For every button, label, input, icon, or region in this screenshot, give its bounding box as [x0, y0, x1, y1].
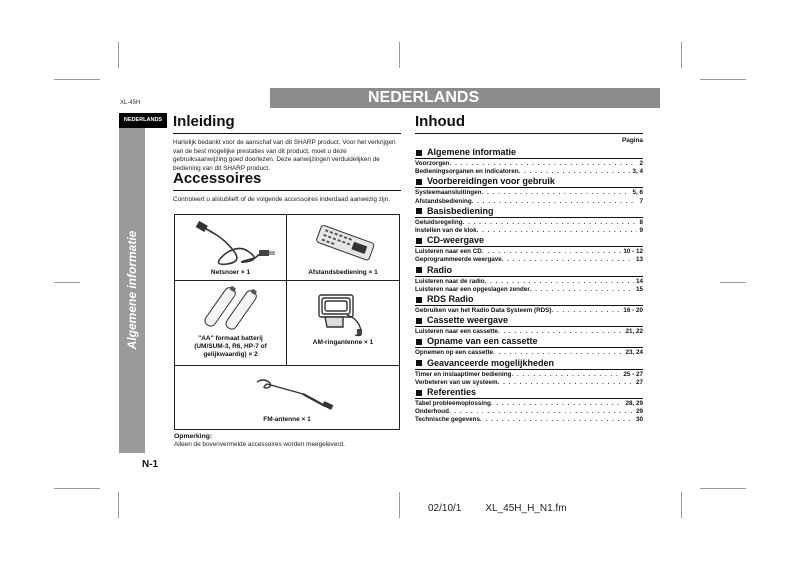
toc-entry-page: 28, 29 [625, 400, 643, 408]
page-column-label: Pagina [622, 137, 643, 144]
toc-entry-page: 7 [639, 197, 643, 205]
square-bullet-icon [416, 360, 422, 366]
dot-leader [530, 286, 634, 294]
power-cord-label: Netsnoer × 1 [210, 269, 251, 276]
toc-section-title: Algemene informatie [427, 147, 517, 157]
toc-entry-page: 14 [635, 277, 643, 285]
accessory-cell-battery [174, 280, 287, 366]
fm-antenna-label: FM-antenne × 1 [263, 416, 311, 423]
remote-label: Afstandsbediening × 1 [308, 269, 378, 276]
toc-section-heading [415, 265, 643, 276]
dot-leader [472, 198, 638, 206]
dot-leader [511, 371, 621, 379]
toc-entry-text: Luisteren naar een opgeslagen zender [415, 285, 530, 293]
divider [415, 326, 643, 327]
toc-entry [415, 349, 643, 357]
dot-leader [449, 408, 634, 416]
square-bullet-icon [416, 179, 422, 185]
toc-entry-text: Technische gegevens [415, 416, 480, 424]
accessory-cell-am-antenna [286, 280, 400, 366]
toc-entry-page: 29 [635, 408, 643, 416]
dot-leader [450, 160, 638, 168]
divider [415, 305, 643, 306]
dot-leader [485, 278, 634, 286]
toc-entry [415, 371, 643, 379]
toc-entry [415, 400, 643, 408]
toc-section-title: Basisbediening [427, 205, 494, 216]
toc-entry-text: Tabel probleemoplossing [415, 400, 491, 408]
dot-leader [482, 189, 631, 197]
toc-entry-text: Timer en inslaaptimer bediening [415, 370, 512, 378]
toc-entry-page: 2 [639, 160, 643, 167]
note-title: Opmerking: [174, 433, 213, 440]
toc-entry [415, 286, 643, 294]
crop-mark [700, 488, 746, 489]
footer-filename: XL_45H_H_N1.fm [485, 503, 567, 514]
toc-entry [415, 328, 643, 336]
toc-entry-page: 30 [635, 416, 643, 424]
footer-date: 02/10/1 [428, 503, 462, 514]
toc-entry-text: Luisteren naar een cassette [415, 328, 498, 336]
accessory-cell-remote [286, 214, 400, 281]
square-bullet-icon [416, 297, 422, 303]
toc-entry [415, 307, 643, 315]
toc-section-heading [415, 176, 643, 187]
fm-antenna-image [175, 368, 399, 414]
toc-title-block [415, 113, 643, 134]
toc-entry-text: Onderhoud [415, 408, 449, 416]
square-bullet-icon [416, 390, 422, 396]
toc-entry [415, 198, 643, 206]
toc-section-title: Geavanceerde mogelijkheden [427, 357, 555, 368]
dot-leader [491, 400, 624, 408]
crop-mark [54, 488, 100, 489]
toc-section-title: Radio [427, 264, 453, 275]
page-number: N-1 [142, 459, 159, 470]
toc-entry-text: Geluidsregeling [415, 218, 463, 226]
crop-mark [700, 79, 746, 80]
toc-entry [415, 416, 643, 424]
toc-entry-page: 10 - 12 [623, 248, 643, 256]
toc-entry-page: 5, 6 [632, 189, 643, 197]
toc-entry-text: Opnemen op een cassette [415, 349, 494, 357]
note [174, 433, 402, 449]
side-section-label: Algemene informatie [125, 230, 139, 350]
language-banner: NEDERLANDS [270, 88, 660, 108]
dot-leader [463, 219, 638, 227]
square-bullet-icon [416, 339, 422, 345]
dot-leader [519, 168, 631, 176]
divider [415, 246, 643, 247]
toc-entry-page: 25 - 27 [623, 370, 643, 378]
divider [415, 369, 643, 370]
toc-entry-page: 16 - 20 [623, 307, 643, 315]
toc-entry [415, 189, 643, 197]
toc-entry-text: Luisteren naar de radio [415, 277, 485, 285]
divider [415, 133, 643, 134]
divider [173, 190, 401, 191]
square-bullet-icon [416, 318, 422, 324]
toc-entry-text: Verbeteren van uw systeem [415, 378, 498, 386]
toc-section-title: Referenties [427, 387, 477, 398]
toc-entry-text: Gebruiken van het Radio Data Systeem (RDS) [415, 307, 552, 315]
dot-leader [551, 307, 621, 315]
footer [428, 503, 567, 514]
crop-mark [399, 492, 400, 518]
toc-section-title: CD-weergave [427, 235, 485, 246]
toc-section-heading [415, 206, 643, 217]
toc-entry [415, 278, 643, 286]
toc-entry-page: 21, 22 [625, 328, 643, 336]
divider [173, 133, 401, 134]
toc-entry-text: Voorzorgen [415, 160, 450, 167]
toc-section-heading [415, 147, 643, 158]
crop-mark [399, 42, 400, 68]
toc-entry [415, 408, 643, 416]
power-cord-image [175, 217, 286, 269]
accessories-title: Accessoires [173, 170, 262, 187]
crop-mark [54, 282, 80, 283]
note-text: Alleen de bovenvermelde accessoires worden meegeleverd. [174, 441, 345, 448]
crop-mark [54, 79, 100, 80]
battery-label: "AA" formaat batterij (UM/SUM-3, R6, HP-7 of gelijkwaardig) × 2 [194, 335, 267, 358]
dot-leader [480, 416, 634, 424]
toc-entry [415, 160, 643, 168]
intro-section [173, 113, 401, 173]
battery-image [175, 285, 286, 331]
toc-entry-text: Bedieningsorganen en indicatoren [415, 168, 519, 176]
intro-title: Inleiding [173, 113, 235, 130]
square-bullet-icon [416, 208, 422, 214]
crop-mark [681, 42, 682, 68]
toc-section-title: RDS Radio [427, 294, 474, 305]
accessory-cell-fm-antenna [174, 365, 400, 430]
toc-section-title: Cassette weergave [427, 315, 509, 326]
toc-section-heading [415, 294, 643, 305]
square-bullet-icon [416, 267, 422, 273]
divider [415, 398, 643, 399]
crop-mark [118, 492, 119, 518]
toc-entry [415, 227, 643, 235]
accessory-cell-power-cord [174, 214, 287, 281]
toc-entry [415, 379, 643, 387]
dot-leader [498, 328, 624, 336]
toc-entry-text: Systeemaansluitingen [415, 189, 482, 197]
dot-leader [482, 248, 622, 256]
divider [415, 276, 643, 277]
side-section-title [119, 190, 145, 390]
accessories-text: Controleert u alstublieft of de volgende accessoires inderdaad aanwezig zijn. [173, 196, 391, 203]
am-antenna-label: AM-ringantenne × 1 [312, 339, 374, 346]
toc-entry-page: 27 [635, 378, 643, 386]
toc-entry-page: 3, 4 [632, 168, 643, 176]
remote-control-image [287, 217, 399, 269]
model-number: XL-45H [120, 100, 141, 106]
toc-entry-page: 8 [639, 218, 643, 226]
toc-section-heading [415, 315, 643, 326]
toc-section-heading [415, 235, 643, 246]
toc-section-title: Voorbereidingen voor gebruik [427, 176, 555, 187]
toc-entry-page: 13 [635, 256, 643, 264]
divider [415, 347, 643, 348]
dot-leader [493, 349, 623, 357]
toc-section-heading [415, 387, 643, 398]
square-bullet-icon [416, 238, 422, 244]
divider [415, 217, 643, 218]
toc-entry-text: Afstandsbediening [415, 197, 472, 205]
am-antenna-image [287, 283, 399, 339]
crop-mark [118, 42, 119, 68]
toc-title: Inhoud [415, 113, 465, 130]
toc-section-heading [415, 336, 643, 347]
crop-mark [681, 492, 682, 518]
accessories-section [173, 170, 401, 205]
toc-section-heading [415, 358, 643, 369]
toc-entry [415, 168, 643, 176]
dot-leader [498, 379, 634, 387]
divider [415, 187, 643, 188]
dot-leader [502, 256, 634, 264]
square-bullet-icon [416, 150, 422, 156]
toc-entry-page: 15 [635, 285, 643, 293]
toc-entry [415, 248, 643, 256]
toc-entry-text: Luisteren naar een CD [415, 248, 482, 256]
toc-section-title: Opname van een cassette [427, 336, 538, 347]
crop-mark [720, 282, 746, 283]
dot-leader [477, 227, 638, 235]
intro-text: Hartelijk bedankt voor de aanschaf van dit SHARP product. Voor het verkrijgen van de best mogelijke prestaties van dit product, moet u deze gebruiksaanwijzing goed doorlezen. Deze aanwijzingen verduidelijken de bediening van dit SHARP product. [173, 139, 396, 172]
toc-entry-text: Geprogrammeerde weergave [415, 256, 502, 264]
divider [415, 158, 643, 159]
toc-entry [415, 256, 643, 264]
toc-entry-page: 23, 24 [625, 349, 643, 357]
side-language-tab: NEDERLANDS [119, 113, 167, 128]
table-of-contents [415, 137, 643, 425]
toc-entry-text: Instellen van de klok [415, 227, 477, 235]
toc-entry-page: 9 [639, 227, 643, 235]
toc-entry [415, 219, 643, 227]
